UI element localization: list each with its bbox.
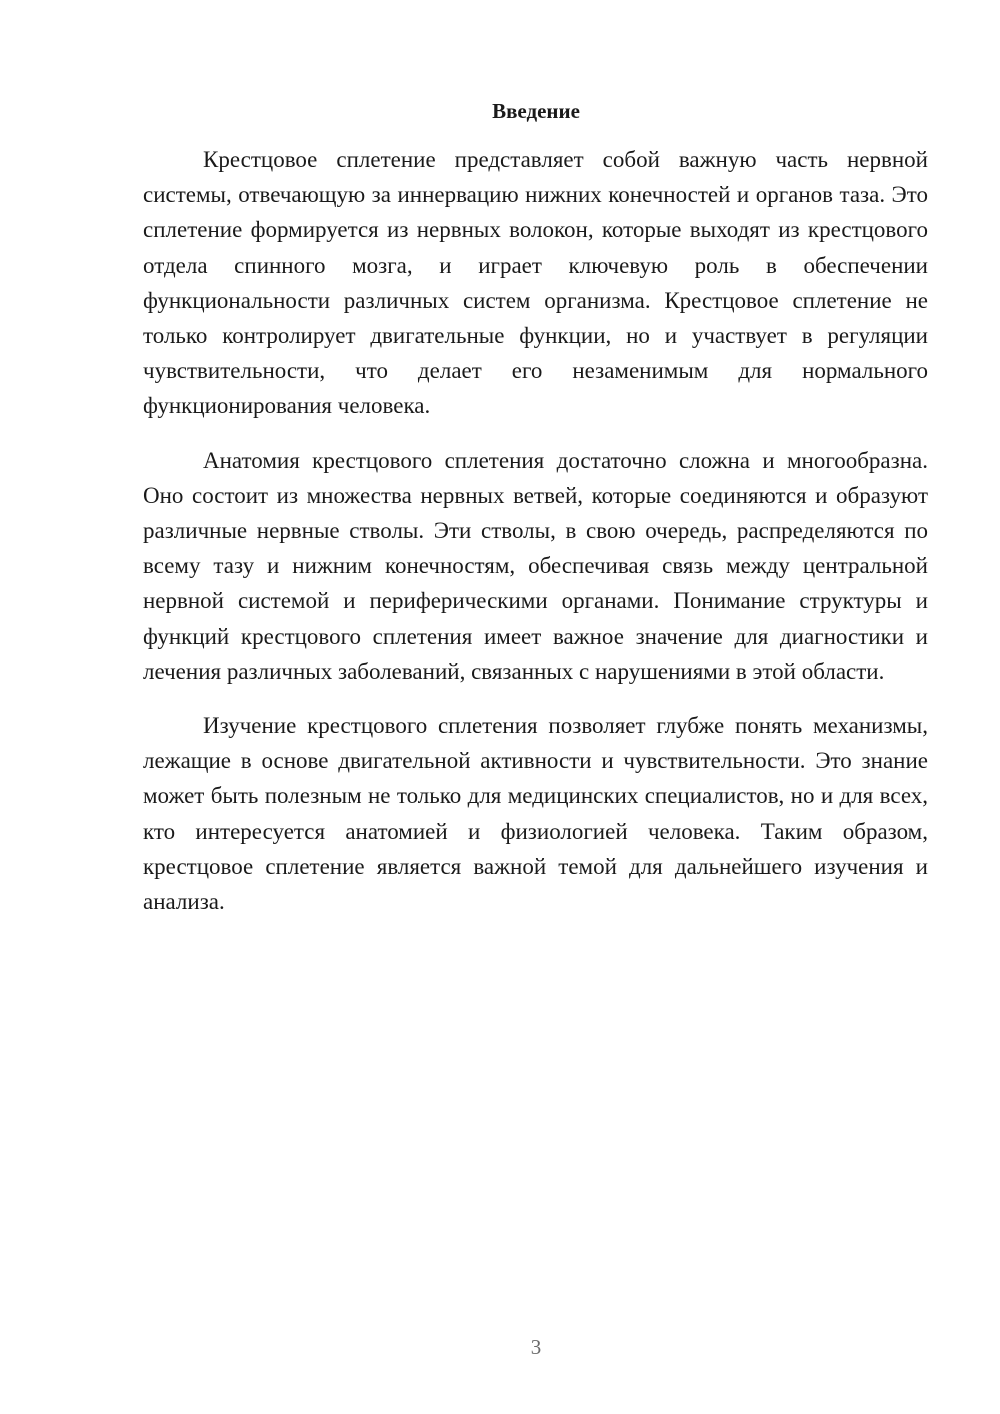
page-number: 3 (530, 1335, 542, 1359)
body-text (143, 142, 928, 938)
section-heading: Введение (492, 99, 580, 123)
paragraph-1: Крестцовое сплетение представляет собой важную часть нервной системы, отвечающую за иннервацию нижних конечностей и органов таза. Это сплетение формируется из нервных волокон, которые выходят из крестцового отдела спинного мозга, и играет ключевую роль в обеспечении функциональности различных систем организма. Крестцовое сплетение не только контролирует двигательные функции, но и участвует в регуляции чувствительности, что делает его незаменимым для нормального функционирования человека. (143, 147, 928, 419)
paragraph-3: Изучение крестцового сплетения позволяет глубже понять механизмы, лежащие в основе двигательной активности и чувствительности. Это знание может быть полезным не только для медицинских специалистов, но и для всех, кто интересуется анатомией и физиологией человека. Таким образом, крестцовое сплетение является важной темой для дальнейшего изучения и анализа. (143, 713, 928, 915)
paragraph-2: Анатомия крестцового сплетения достаточно сложна и многообразна. Оно состоит из множества нервных ветвей, которые соединяются и образуют различные нервные стволы. Эти стволы, в свою очередь, распределяются по всему тазу и нижним конечностям, обеспечивая связь между центральной нервной системой и периферическими органами. Понимание структуры и функций крестцового сплетения имеет важное значение для диагностики и лечения различных заболеваний, связанных с нарушениями в этой области. (143, 447, 928, 684)
